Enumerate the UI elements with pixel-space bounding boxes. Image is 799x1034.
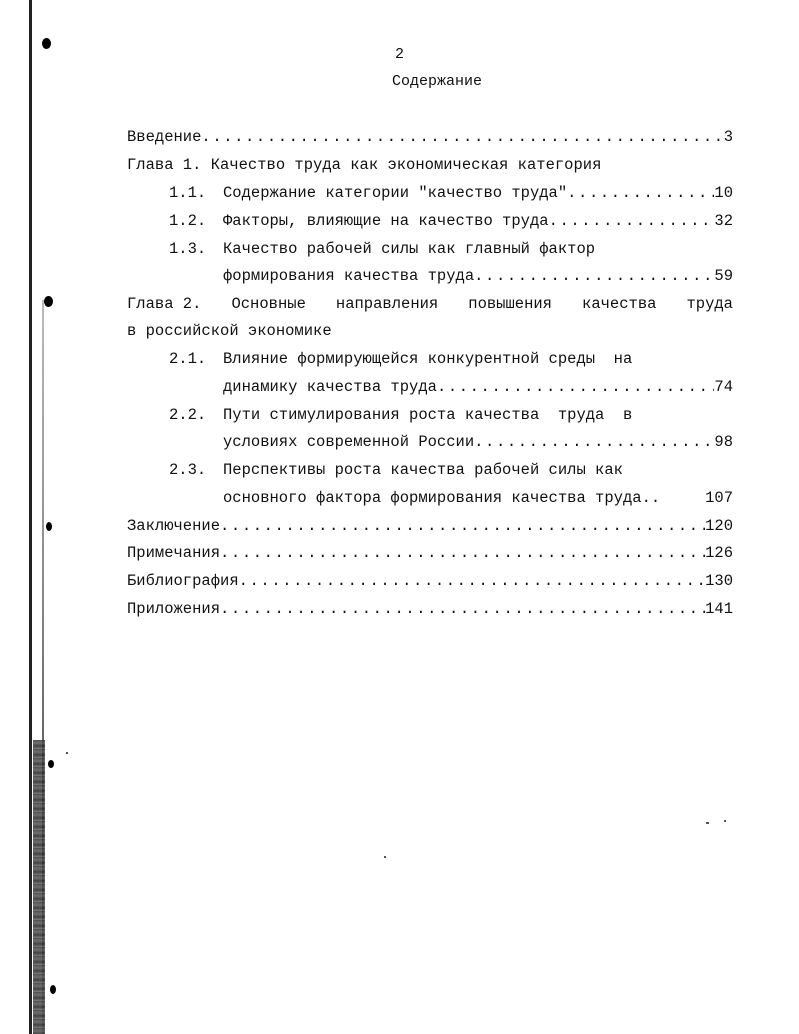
toc-entry-page: 130: [705, 572, 733, 590]
toc-entry-page: 59: [714, 267, 733, 285]
toc-entry-bibliography[interactable]: [127, 571, 733, 591]
toc-section-number: 2.3.: [169, 461, 207, 479]
toc-section-2-1[interactable]: [169, 349, 733, 369]
toc-entry-conclusion[interactable]: [127, 516, 733, 536]
leader-dots: [549, 211, 715, 231]
toc-chapter-word: направления: [335, 295, 439, 313]
toc-section-2-2[interactable]: [169, 405, 733, 425]
toc-chapter-word: Глава 2.: [127, 295, 202, 313]
toc-section-label: Содержание категории "качество труда": [223, 184, 568, 202]
leader-dots: [474, 266, 714, 286]
toc-section-label: динамику качества труда: [223, 378, 437, 396]
toc-section-number: 1.2.: [169, 212, 207, 230]
leader-dots: [220, 543, 705, 563]
leader-dots: [567, 183, 714, 203]
punch-hole-mark: [44, 296, 53, 307]
toc-chapter-label: Глава 1. Качество труда как экономическая категория: [127, 156, 602, 174]
toc-section-2-3[interactable]: [169, 460, 733, 480]
scan-speck: [66, 752, 68, 754]
toc-chapter-1[interactable]: [127, 155, 733, 175]
page-number: 2: [394, 46, 404, 63]
leader-dots: [239, 571, 705, 591]
toc-entry-label: Приложения: [127, 600, 221, 618]
toc-chapter-word: Основные: [231, 295, 306, 313]
toc-section-label: Факторы, влияющие на качество труда: [223, 212, 549, 230]
toc-entry-page: 141: [705, 600, 733, 618]
toc-chapter-word: труда: [686, 295, 733, 313]
toc-section-1-2[interactable]: [169, 211, 733, 231]
toc-entry-page: 74: [714, 378, 733, 396]
toc-entry-page: 32: [714, 212, 733, 230]
toc-section-2-2-cont[interactable]: [223, 432, 733, 452]
toc-section-1-3-cont[interactable]: [223, 266, 733, 286]
toc-section-2-1-cont[interactable]: [223, 377, 733, 397]
toc-chapter-label: в российской экономике: [127, 322, 332, 340]
toc-entry-page: 126: [705, 544, 733, 562]
leader-dots: [474, 432, 714, 452]
toc-chapter-2-cont[interactable]: [127, 321, 733, 341]
toc-section-number: 1.1.: [169, 184, 207, 202]
toc-section-label: основного фактора формирования качества труда..: [223, 489, 661, 507]
leader-dots: [220, 516, 705, 536]
binding-edge: [29, 0, 32, 1034]
toc-entry-page: 3: [723, 128, 733, 146]
punch-hole-mark: [48, 760, 54, 768]
toc-entry-intro[interactable]: [127, 127, 733, 147]
toc-chapter-word: повышения: [468, 295, 552, 313]
toc-section-number: 1.3.: [169, 240, 207, 258]
toc-entry-page: 98: [714, 433, 733, 451]
toc-section-number: 2.2.: [169, 406, 207, 424]
toc-section-label: Качество рабочей силы как главный фактор: [223, 240, 596, 258]
scan-speck: [706, 822, 709, 824]
toc-entry-page: 120: [705, 517, 733, 535]
toc-section-label: Перспективы роста качества рабочей силы как: [223, 461, 623, 479]
toc-entry-notes[interactable]: [127, 543, 733, 563]
toc-section-label: формирования качества труда: [223, 267, 475, 285]
toc-entry-page: 107: [705, 489, 733, 507]
toc-section-1-1[interactable]: [169, 183, 733, 203]
toc-entry-page: 10: [714, 184, 733, 202]
toc-entry-label: Введение: [127, 128, 202, 146]
toc-entry-label: Примечания: [127, 544, 221, 562]
toc-title: Содержание: [391, 73, 482, 90]
toc-section-1-3[interactable]: [169, 239, 733, 259]
punch-hole-mark: [46, 522, 52, 531]
scan-speck: [384, 856, 386, 858]
toc-chapter-2[interactable]: [127, 294, 733, 314]
toc-section-2-3-cont[interactable]: [223, 488, 733, 508]
leader-dots: [220, 599, 705, 619]
scan-speck: [724, 820, 726, 822]
toc-entry-label: Библиография: [127, 572, 239, 590]
toc-section-number: 2.1.: [169, 350, 207, 368]
toc-section-label: Пути стимулирования роста качества труда в: [223, 406, 633, 424]
punch-hole-mark: [50, 985, 56, 994]
toc-section-label: условиях современной России: [223, 433, 475, 451]
toc-chapter-word: качества: [582, 295, 657, 313]
leader-dots: [437, 377, 714, 397]
binding-scan-noise: [33, 740, 45, 1034]
leader-dots: [201, 127, 723, 147]
toc-entry-label: Заключение: [127, 517, 221, 535]
toc-entry-appendices[interactable]: [127, 599, 733, 619]
toc-section-label: Влияние формирующейся конкурентной среды на: [223, 350, 633, 368]
